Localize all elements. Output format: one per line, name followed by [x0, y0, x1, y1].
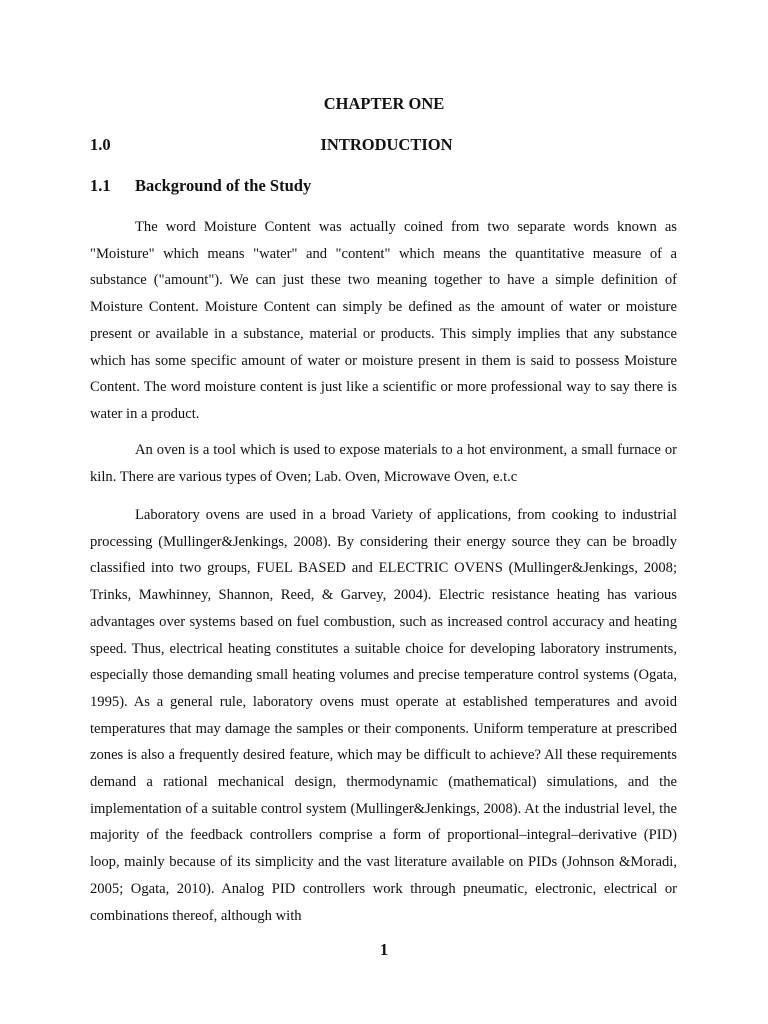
- paragraph-moisture-content: [90, 214, 677, 428]
- section-number: 1.1: [90, 176, 111, 195]
- section-heading: [90, 174, 678, 198]
- paragraph-text: An oven is a tool which is used to expose materials to a hot environment, a small furnace or kiln. There are various types of Oven; Lab. Oven, Microwave Oven, e.t.c: [90, 442, 677, 485]
- chapter-title: CHAPTER ONE: [323, 94, 445, 113]
- paragraph-laboratory-ovens: [90, 502, 677, 929]
- introduction-heading: [90, 133, 678, 157]
- introduction-number: 1.0: [90, 135, 111, 154]
- paragraph-text: The word Moisture Content was actually coined from two separate words known as "Moisture" which means "water" and "content" which means the quantitative measure of a substance ("amount"). We can just these two meaning together to have a simple definition of Moisture Content. Moisture Content can simply be defined as the amount of water or moisture present or available in a substance, material or products. This simply implies that any substance which has some specific amount of water or moisture present in them is said to possess Moisture Content. The word moisture content is just like a scientific or more professional way to say there is water in a product.: [90, 219, 677, 422]
- section-title: Background of the Study: [135, 176, 312, 195]
- introduction-title: INTRODUCTION: [320, 135, 453, 154]
- paragraph-text: Laboratory ovens are used in a broad Variety of applications, from cooking to industrial processing (Mullinger&Jenkings, 2008). By considering their energy source they can be broadly classified into two groups, FUEL BASED and ELECTRIC OVENS (Mullinger&Jenkings, 2008; Trinks, Mawhinney, Shannon, Reed, & Garvey, 2004). Electric resistance heating has various advantages over systems based on fuel combustion, such as increased control accuracy and heating speed. Thus, electrical heating constitutes a suitable choice for developing laboratory instruments, especially those demanding small heating volumes and precise temperature control systems (Ogata, 1995). As a general rule, laboratory ovens must operate at established temperatures and avoid temperatures that may damage the samples or their components. Uniform temperature at prescribed zones is also a frequently desired feature, which may be difficult to achieve? All these requirements demand a rational mechanical design, thermodynamic (mathematical) simulations, and the implementation of a suitable control system (Mullinger&Jenkings, 2008). At the industrial level, the majority of the feedback controllers comprise a form of proportional–integral–derivative (PID) loop, mainly because of its simplicity and the vast literature available on PIDs (Johnson &Moradi, 2005; Ogata, 2010). Analog PID controllers work through pneumatic, electronic, electrical or combinations thereof, although with: [90, 507, 677, 924]
- paragraph-oven: [90, 437, 677, 490]
- page-number: 1: [379, 940, 389, 959]
